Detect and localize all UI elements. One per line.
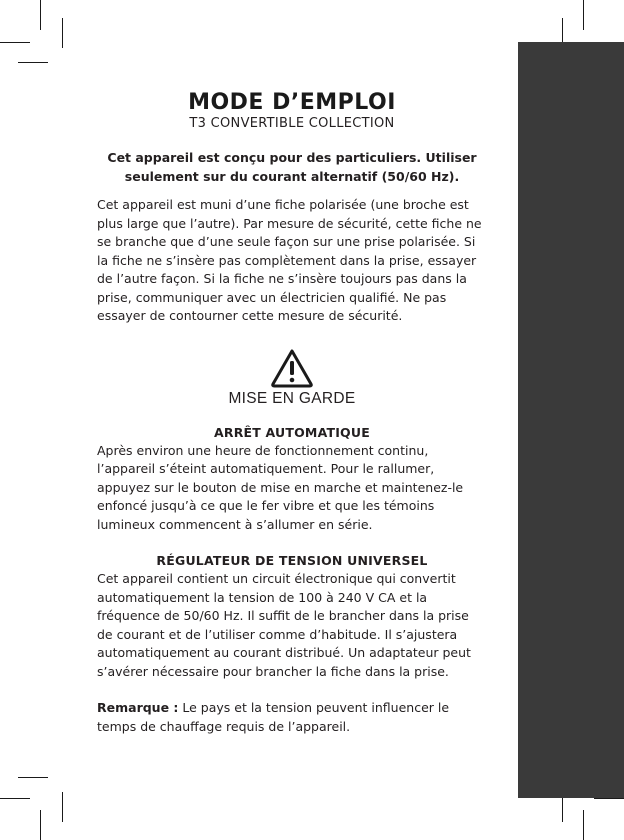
note-text: Le pays et la tension peuvent influencer le temps de chauffage requis de l’appareil. [97,700,450,734]
crop-mark [18,777,48,778]
page-title: MODE D’EMPLOI [188,90,396,115]
section-heading-auto-off: ARRÊT AUTOMATIQUE [214,424,370,440]
crop-mark [62,18,63,48]
crop-mark [0,798,30,799]
side-tab [518,42,624,798]
note-paragraph [97,699,487,736]
warning-block [97,348,487,408]
crop-mark [583,0,584,30]
section-body-voltage: Cet appareil contient un circuit électronique qui convertit automatiquement la tension de 100 à 240 V CA et la fréquence de 50/60 Hz. Il suffit de le brancher dans la prise de courant et de l’utiliser comme d’habitude. Il s’ajustera automatiquement au courant distribué. Un adaptateur peut s’avérer nécessaire pour brancher la fiche dans la prise. [97,571,471,679]
warning-triangle-icon [270,348,314,388]
crop-mark [62,792,63,822]
crop-mark [583,810,584,840]
section-heading-voltage: RÉGULATEUR DE TENSION UNIVERSEL [156,553,428,568]
instruction-page [97,90,487,736]
polarized-plug-paragraph: Cet appareil est muni d’une fiche polarisée (une broche est plus large que l’autre). Par mesure de sécurité, cette fiche ne se branche que d’une seule façon sur une prise polarisée. Si la fiche ne s’insère pas complètement dans la prise, essayer de l’autre façon. Si la fiche ne s’insère toujours pas dans la prise, communiquer avec un électricien qualifié. Ne pas essayer de contourner cette mesure de sécurité. [97,197,482,323]
crop-mark [0,42,30,43]
crop-mark [40,0,41,30]
warning-label: MISE EN GARDE [228,389,356,407]
crop-mark [18,62,48,63]
crop-mark [40,810,41,840]
usage-notice: Cet appareil est conçu pour des particuliers. Utiliser seulement sur du courant alternatif (50/60 Hz). [107,150,477,184]
section-body-auto-off: Après environ une heure de fonctionnement continu, l’appareil s’éteint automatiquement. Pour le rallumer, appuyez sur le bouton de mise en marche et maintenez-le enfoncé jusqu’à ce que le fer vibre et que les témoins lumineux commencent à s’allumer en série. [97,442,464,532]
crop-mark [594,798,624,799]
page-subtitle: T3 CONVERTIBLE COLLECTION [189,116,395,131]
note-label: Remarque : [97,700,179,715]
